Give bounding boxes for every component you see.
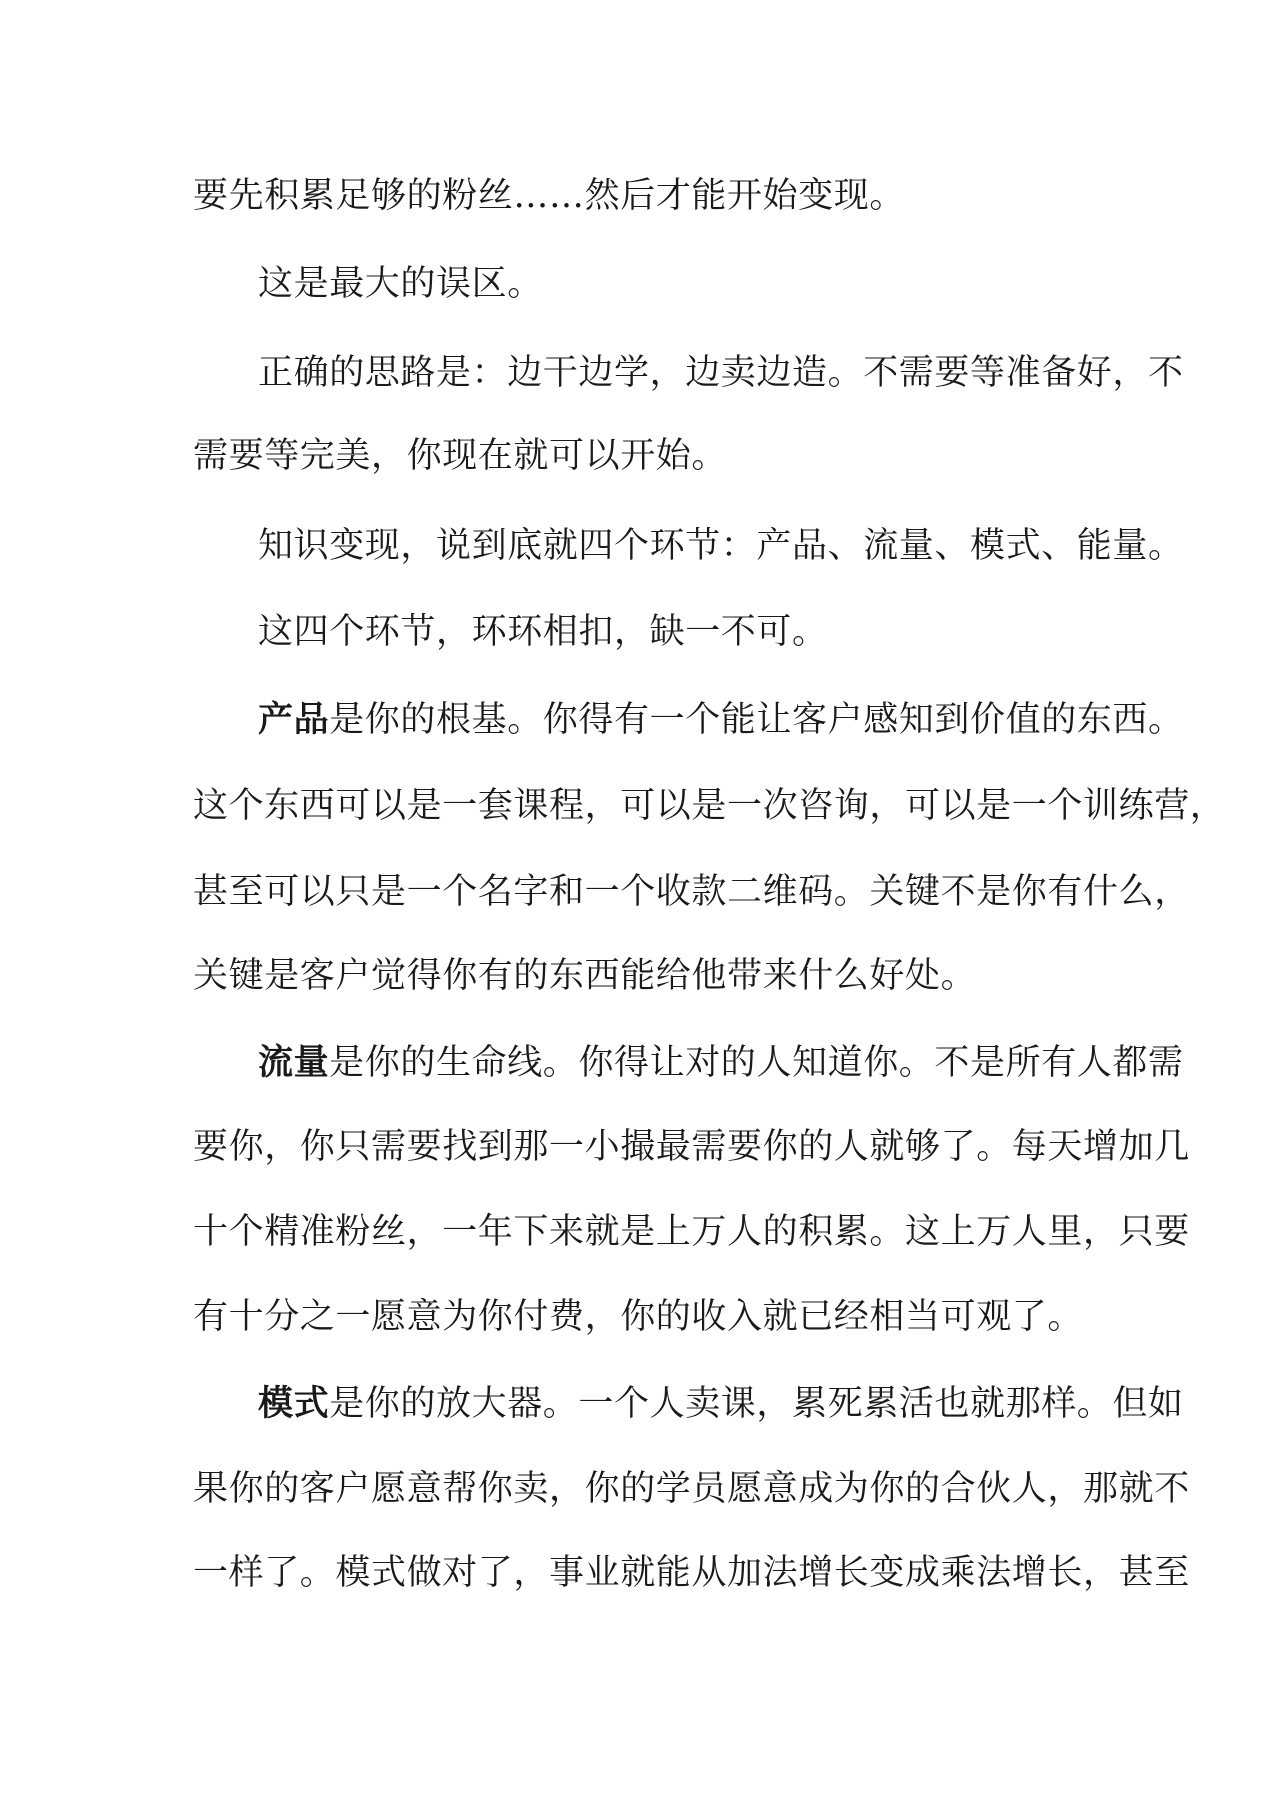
line-text: 果你的客户愿意帮你卖，你的学员愿意成为你的合伙人，那就不: [193, 1469, 1190, 1509]
text-line: [193, 954, 1088, 998]
text-line: [258, 351, 1184, 395]
text-line: [193, 1551, 1190, 1595]
text-line: [193, 784, 1226, 828]
text-line: [258, 524, 1184, 568]
line-text: 这四个环节，环环相扣，缺一不可。: [258, 612, 828, 652]
keyword-bold: 产品: [258, 699, 330, 740]
line-text: 需要等完美，你现在就可以开始。: [193, 436, 728, 476]
text-line: [193, 434, 1088, 478]
line-text: 这个东西可以是一套课程，可以是一次咨询，可以是一个训练营，: [193, 786, 1226, 826]
line-text: 要先积累足够的粉丝……然后才能开始变现。: [193, 176, 906, 216]
line-text: 甚至可以只是一个名字和一个收款二维码。关键不是你有什么，: [193, 872, 1190, 912]
keyword-bold: 模式: [258, 1383, 330, 1424]
line-text: 关键是客户觉得你有的东西能给他带来什么好处。: [193, 956, 977, 996]
text-line: [193, 1125, 1190, 1169]
line-text: 是你的生命线。你得让对的人知道你。不是所有人都需: [329, 1043, 1184, 1083]
text-line: [258, 1041, 1184, 1085]
keyword-bold: 流量: [258, 1042, 330, 1083]
line-text: 要你，你只需要找到那一小撮最需要你的人就够了。每天增加几: [193, 1127, 1190, 1167]
line-text: 正确的思路是：边干边学，边卖边造。不需要等准备好，不: [258, 353, 1184, 393]
text-line: [193, 1467, 1190, 1511]
text-line: [193, 174, 1088, 218]
line-text: 这是最大的误区。: [258, 264, 543, 304]
text-line: [193, 870, 1190, 914]
line-text: 十个精准粉丝，一年下来就是上万人的积累。这上万人里，只要: [193, 1212, 1190, 1252]
text-line: [193, 1295, 1088, 1339]
text-line: [258, 1382, 1184, 1426]
line-text: 是你的放大器。一个人卖课，累死累活也就那样。但如: [329, 1384, 1184, 1424]
text-line: [258, 610, 1088, 654]
line-text: 有十分之一愿意为你付费，你的收入就已经相当可观了。: [193, 1297, 1084, 1337]
text-line: [258, 262, 1088, 306]
line-text: 知识变现，说到底就四个环节：产品、流量、模式、能量。: [258, 526, 1184, 566]
text-line: [193, 1210, 1190, 1254]
text-line: [258, 698, 1184, 742]
line-text: 一样了。模式做对了，事业就能从加法增长变成乘法增长，甚至: [193, 1553, 1190, 1593]
line-text: 是你的根基。你得有一个能让客户感知到价值的东西。: [329, 700, 1184, 740]
